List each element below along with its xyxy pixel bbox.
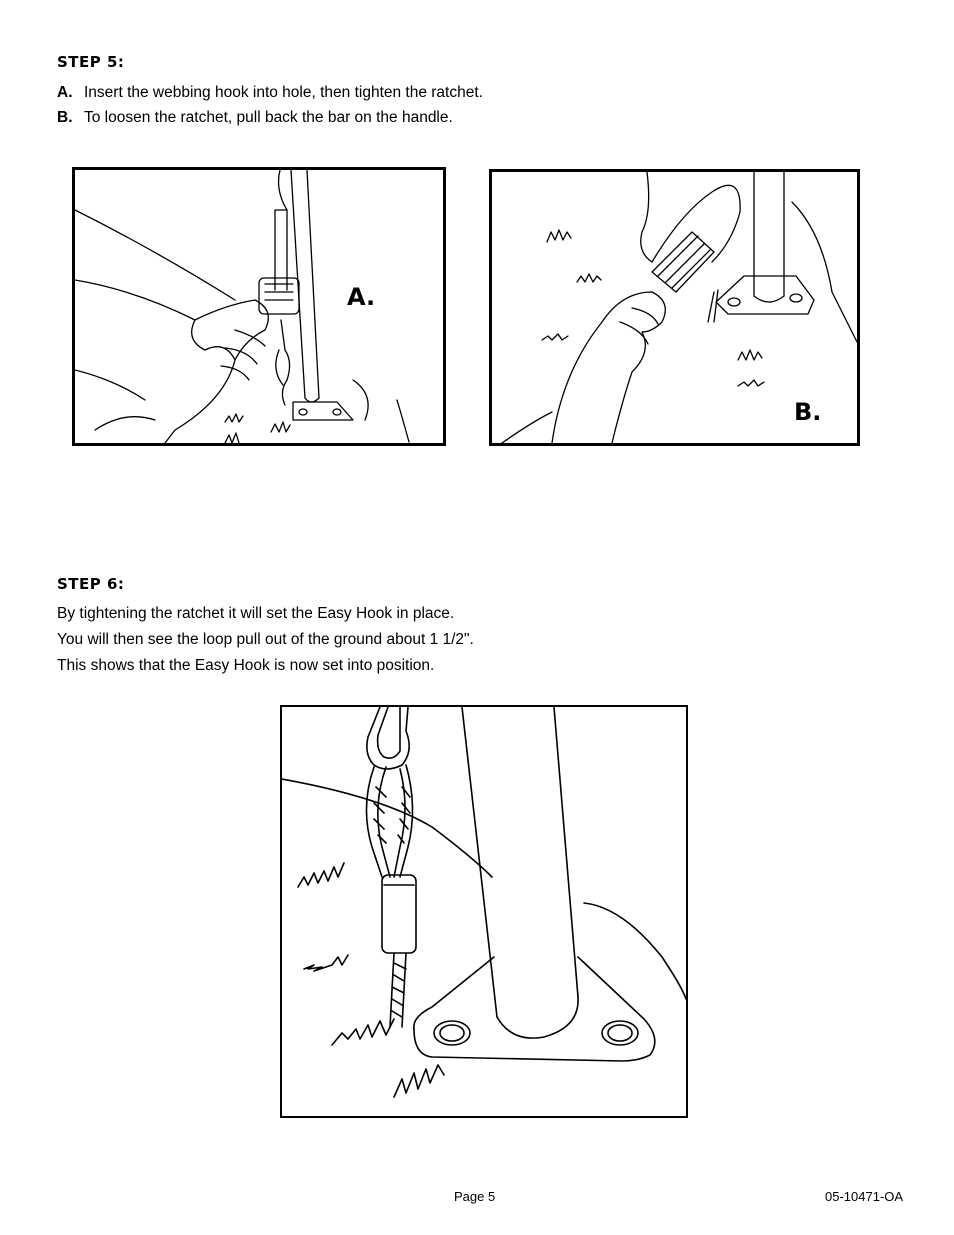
step5-item-b <box>57 109 453 127</box>
figure-b <box>489 169 860 446</box>
step5-item-a <box>57 84 483 102</box>
figure-step6 <box>280 705 688 1118</box>
figure-step6-illustration <box>282 707 686 1116</box>
step6-line-3: This shows that the Easy Hook is now set into position. <box>57 657 435 674</box>
page-number: Page 5 <box>454 1189 496 1204</box>
step5-item-a-text: Insert the webbing hook into hole, then tighten the ratchet. <box>84 84 483 101</box>
step6-heading: STEP 6: <box>57 575 125 593</box>
figure-a <box>72 167 446 446</box>
figure-b-label: B. <box>794 398 822 426</box>
step6-line-1: By tightening the ratchet it will set the Easy Hook in place. <box>57 605 455 622</box>
figure-a-label: A. <box>347 283 376 311</box>
step5-item-b-letter: B. <box>57 109 73 126</box>
step5-heading: STEP 5: <box>57 53 125 71</box>
step5-item-a-letter: A. <box>57 84 73 101</box>
step6-line-2: You will then see the loop pull out of the ground about 1 1/2". <box>57 631 474 648</box>
document-code: 05-10471-OA <box>825 1189 904 1204</box>
step5-item-b-text: To loosen the ratchet, pull back the bar on the handle. <box>84 109 453 126</box>
figure-a-illustration <box>75 170 443 443</box>
